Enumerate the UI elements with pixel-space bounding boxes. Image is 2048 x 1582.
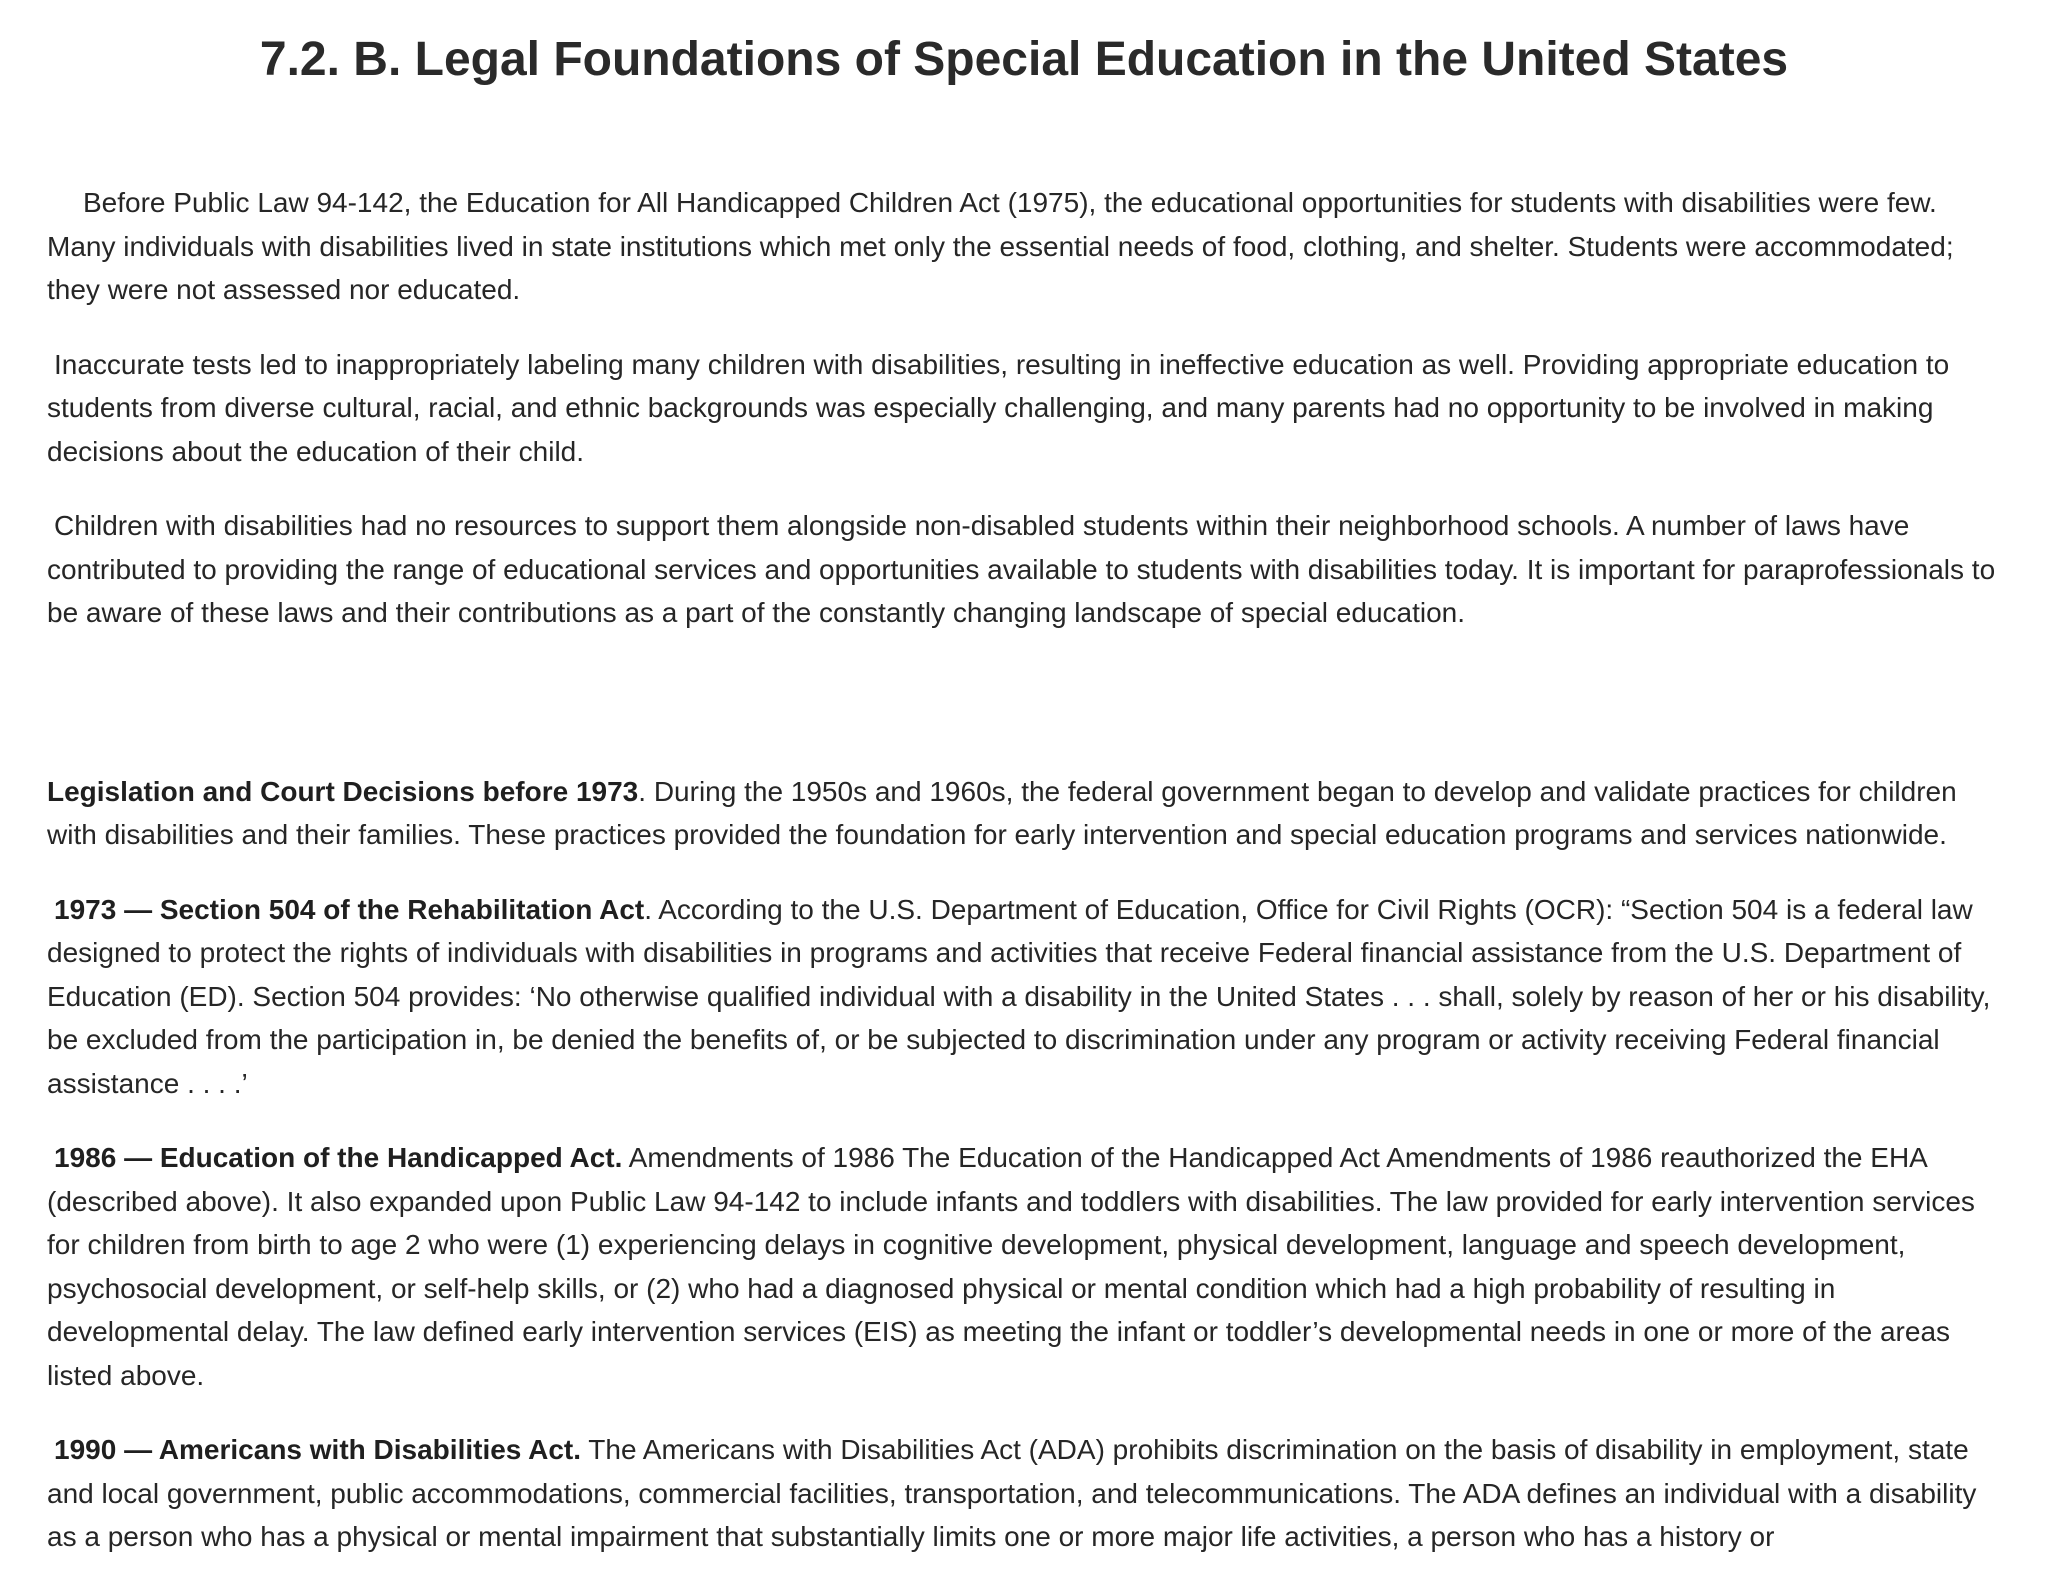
section-pre-1973 <box>47 770 2001 857</box>
section-heading-1973: 1973 — Section 504 of the Rehabilitation Act <box>54 893 645 925</box>
section-1986 <box>47 1136 2001 1397</box>
legislation-sections <box>47 770 2001 1559</box>
section-1973 <box>47 888 2001 1106</box>
section-text-1973: . According to the U.S. Department of Education, Office for Civil Rights (OCR): “Section 504 is a federal law designed to protect the rights of individuals with disabilities in programs and activities that receive Federal financial assistance from the U.S. Department of Education (ED). Section 504 provides: ‘No otherwise qualified individual with a disability in the United States . . . shall, solely by reason of her or his disability, be excluded from the participation in, be denied the benefits of, or be subjected to discrimination under any program or activity receiving Federal financial assistance . . . .’ <box>47 893 1991 1099</box>
page-title: 7.2. B. Legal Foundations of Special Education in the United States <box>259 33 1789 86</box>
section-text-1986: Amendments of 1986 The Education of the Handicapped Act Amendments of 1986 reauthorized the EHA (described above). It also expanded upon Public Law 94-142 to include infants and toddlers with disabilities. The law provided for early intervention services for children from birth to age 2 who were (1) experiencing delays in cognitive development, physical development, language and speech development, psychosocial development, or self-help skills, or (2) who had a diagnosed physical or mental condition which had a high probability of resulting in developmental delay. The law defined early intervention services (EIS) as meeting the infant or toddler’s developmental needs in one or more of the areas listed above. <box>47 1142 1975 1391</box>
section-text-1990: The Americans with Disabilities Act (ADA) prohibits discrimination on the basis of disability in employment, state and local government, public accommodations, commercial facilities, transportation, and telecommunications. The ADA defines an individual with a disability as a person who has a physical or mental impairment that substantially limits one or more major life activities, a person who has a history or <box>47 1434 1977 1552</box>
section-text-pre-1973: . During the 1950s and 1960s, the federal government began to develop and validate practices for children with disabilities and their families. These practices provided the foundation for early intervention and special education programs and services nationwide. <box>47 775 1957 850</box>
intro-paragraph-3: Children with disabilities had no resources to support them alongside non-disabled students within their neighborhood schools. A number of laws have contributed to providing the range of educational services and opportunities available to students with disabilities today. It is important for paraprofessionals to be aware of these laws and their contributions as a part of the constantly changing landscape of special education. <box>47 510 1996 628</box>
intro-section <box>47 181 2001 635</box>
section-1990 <box>47 1428 2001 1559</box>
section-heading-pre-1973: Legislation and Court Decisions before 1973 <box>47 775 639 807</box>
section-spacer <box>47 666 2001 770</box>
intro-paragraph-2: Inaccurate tests led to inappropriately labeling many children with disabilities, resulting in ineffective education as well. Providing appropriate education to students from diverse cultural, racial, and ethnic backgrounds was especially challenging, and many parents had no opportunity to be involved in making decisions about the education of their child. <box>47 348 1950 467</box>
intro-paragraph-1: Before Public Law 94-142, the Education for All Handicapped Children Act (1975), the educational opportunities for students with disabilities were few. Many individuals with disabilities lived in state institutions which met only the essential needs of food, clothing, and shelter. Students were accommodated; they were not assessed nor educated. <box>47 187 1954 305</box>
section-heading-1986: 1986 — Education of the Handicapped Act. <box>54 1142 623 1173</box>
section-heading-1990: 1990 — Americans with Disabilities Act. <box>54 1434 582 1465</box>
